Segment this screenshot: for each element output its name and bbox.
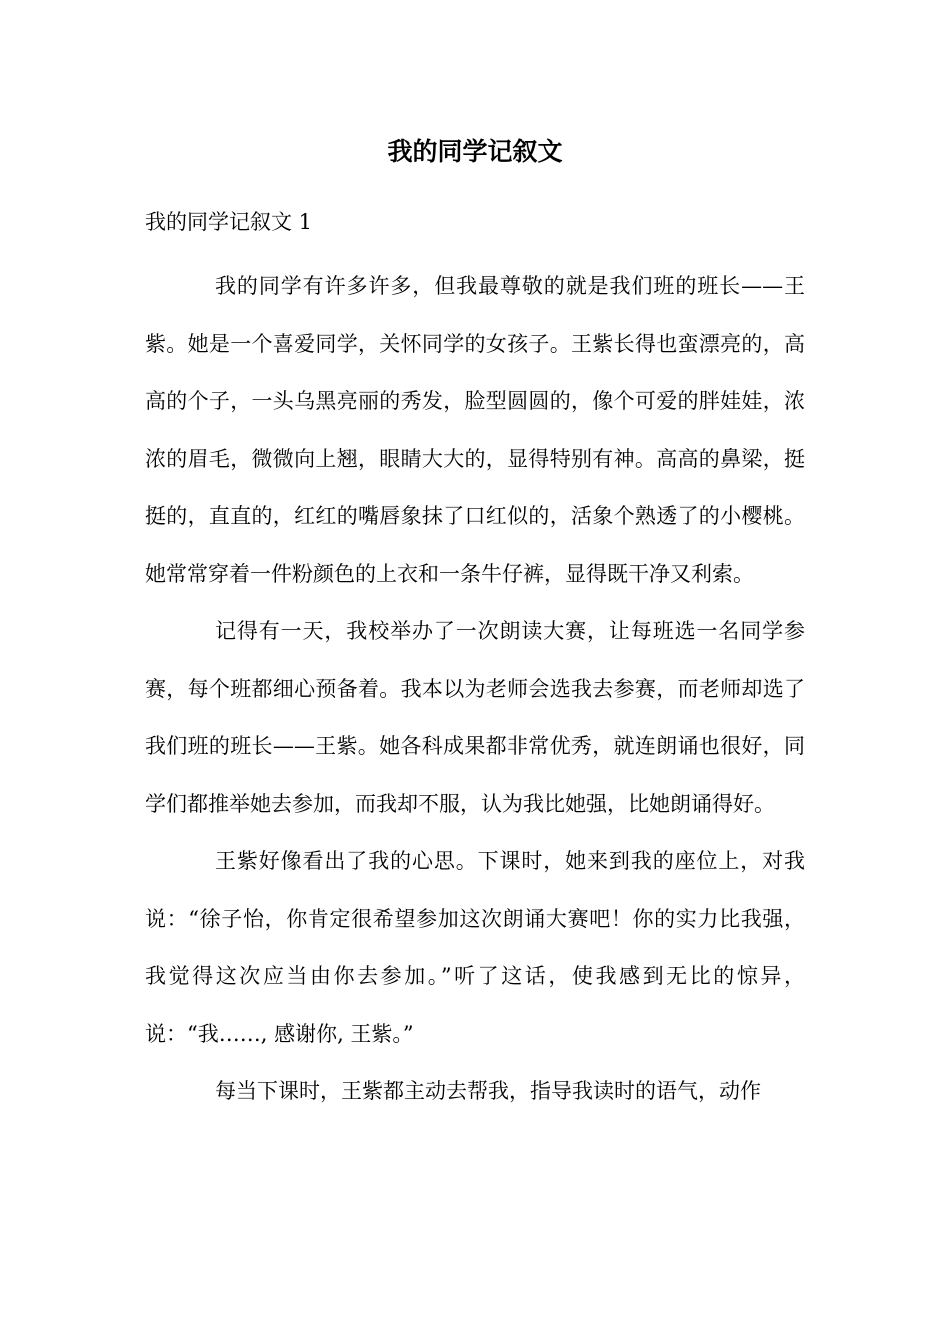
document-title: 我的同学记叙文 [387,137,563,166]
body-text [145,258,805,1121]
paragraph-2: 记得有一天，我校举办了一次朗读大赛，让每班选一名同学参赛，每个班都细心预备着。我本以为老师会选我去参赛，而老师却选了我们班的班长——王紫。她各科成果都非常优秀，就连朗诵也很好，同学们都推举她去参加，而我却不服，认为我比她强，比她朗诵得好。 [145,619,805,816]
section-heading: 我的同学记叙文 1 [145,210,313,234]
paragraph-1: 我的同学有许多许多，但我最尊敬的就是我们班的班长——王紫。她是一个喜爱同学，关怀同学的女孩子。王紫长得也蛮漂亮的，高高的个子，一头乌黑亮丽的秀发，脸型圆圆的，像个可爱的胖娃娃，浓浓的眉毛，微微向上翘，眼睛大大的，显得特别有神。高高的鼻梁，挺挺的，直直的，红红的嘴唇象抹了口红似的，活象个熟透了的小樱桃。她常常穿着一件粉颜色的上衣和一条牛仔裤，显得既干净又利索。 [145,274,805,586]
paragraph-3: 王紫好像看出了我的心思。下课时，她来到我的座位上，对我说：“徐子怡，你肯定很希望参加这次朗诵大赛吧！你的实力比我强，我觉得这次应当由你去参加。”听了这话，使我感到无比的惊异，说：“我……, 感谢你, 王紫。” [145,849,805,1046]
paragraph-4: 每当下课时，王紫都主动去帮我，指导我读时的语气，动作 [215,1079,761,1103]
